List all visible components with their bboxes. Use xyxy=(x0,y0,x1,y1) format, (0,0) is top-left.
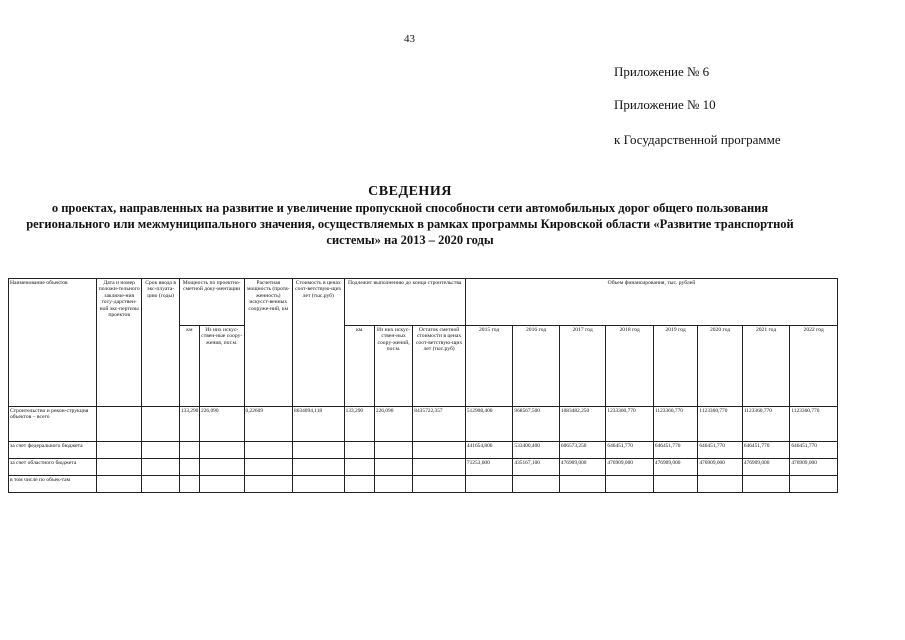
row-year-2018: 1233360,770 xyxy=(606,407,654,442)
row-rem-cost xyxy=(413,476,466,493)
row-art xyxy=(200,459,244,476)
row-year-2020: 1123360,770 xyxy=(698,407,742,442)
row-rem-km xyxy=(344,459,374,476)
document-title: СВЕДЕНИЯ xyxy=(368,184,452,199)
appendix-line-1: Приложение № 6 xyxy=(614,64,710,79)
row-cost xyxy=(293,476,345,493)
row-date xyxy=(96,459,141,476)
row-rem-cost xyxy=(413,459,466,476)
row-rem-km xyxy=(344,476,374,493)
row-year-2015: 441654,800 xyxy=(465,442,513,459)
header-year-2021: 2021 год xyxy=(742,326,790,407)
row-rem-km xyxy=(344,442,374,459)
header-term: Срок ввода в экс-плуата-цию (годы) xyxy=(142,279,179,407)
row-year-2020: 646451,770 xyxy=(698,442,742,459)
row-cost xyxy=(293,442,345,459)
row-term xyxy=(142,407,179,442)
table-row xyxy=(9,459,838,476)
header-rem-km: км xyxy=(344,326,374,407)
row-year-2018: 646451,770 xyxy=(606,442,654,459)
row-calc xyxy=(244,442,293,459)
row-date xyxy=(96,442,141,459)
row-year-2017: 1083482,250 xyxy=(559,407,606,442)
row-year-2021: 476909,000 xyxy=(742,459,790,476)
header-rem-cost: Остаток сметной стоимости в ценах соот-ветствую-щих лет (тыс.руб) xyxy=(413,326,466,407)
row-year-2015 xyxy=(465,476,513,493)
header-cost: Стоимость в ценах соот-ветствую-щих лет (тыс.руб) xyxy=(293,279,345,407)
row-year-2019: 476909,000 xyxy=(653,459,697,476)
row-year-2016: 435167,100 xyxy=(513,459,560,476)
header-year-2019: 2019 год xyxy=(653,326,697,407)
row-year-2019: 646451,770 xyxy=(653,442,697,459)
row-year-2016 xyxy=(513,476,560,493)
row-art xyxy=(200,476,244,493)
row-name: Строительство и рекон-струкция объектов – всего xyxy=(9,407,97,442)
page-number: 43 xyxy=(404,33,415,45)
row-calc: 0,22609 xyxy=(244,407,293,442)
row-rem-art: 226,090 xyxy=(374,407,412,442)
row-year-2015: 71253,600 xyxy=(465,459,513,476)
row-year-2016: 968567,500 xyxy=(513,407,560,442)
header-year-2017: 2017 год xyxy=(559,326,606,407)
header-remaining: Подлежит выполнению до конца строительства xyxy=(344,279,465,326)
row-rem-cost: 8435722,357 xyxy=(413,407,466,442)
row-cost xyxy=(293,459,345,476)
row-year-2021 xyxy=(742,476,790,493)
title-block xyxy=(10,184,810,248)
table-row xyxy=(9,407,838,442)
row-year-2021: 646451,770 xyxy=(742,442,790,459)
row-km xyxy=(179,459,199,476)
row-rem-cost xyxy=(413,442,466,459)
row-art xyxy=(200,442,244,459)
row-year-2017: 606573,250 xyxy=(559,442,606,459)
header-year-2018: 2018 год xyxy=(606,326,654,407)
header-capacity-km: км xyxy=(179,326,199,407)
row-name: в том числе по объек-там xyxy=(9,476,97,493)
row-year-2017: 476909,000 xyxy=(559,459,606,476)
row-term xyxy=(142,459,179,476)
table-row xyxy=(9,442,838,459)
row-km: 133,290 xyxy=(179,407,199,442)
row-art: 226,090 xyxy=(200,407,244,442)
row-year-2022: 1123360,770 xyxy=(790,407,838,442)
appendix-line-3: к Государственной программе xyxy=(614,132,781,147)
row-date xyxy=(96,476,141,493)
row-calc xyxy=(244,459,293,476)
row-year-2017 xyxy=(559,476,606,493)
header-name: Наименование объектов xyxy=(9,279,97,407)
row-year-2018 xyxy=(606,476,654,493)
row-year-2022: 646451,770 xyxy=(790,442,838,459)
row-name: за счет федерального бюджета xyxy=(9,442,97,459)
row-rem-art xyxy=(374,459,412,476)
row-name: за счет областного бюджета xyxy=(9,459,97,476)
header-year-2022: 2022 год xyxy=(790,326,838,407)
row-year-2021: 1123360,770 xyxy=(742,407,790,442)
row-km xyxy=(179,442,199,459)
row-term xyxy=(142,442,179,459)
row-year-2020 xyxy=(698,476,742,493)
header-calc-capacity: Расчетная мощность (протя-женность) искусст-венных сооруже-ний, км xyxy=(244,279,293,407)
header-row-1 xyxy=(9,279,838,326)
row-calc xyxy=(244,476,293,493)
row-rem-art xyxy=(374,476,412,493)
row-term xyxy=(142,476,179,493)
row-year-2018: 476909,000 xyxy=(606,459,654,476)
header-year-2020: 2020 год xyxy=(698,326,742,407)
header-year-2015: 2015 год xyxy=(465,326,513,407)
row-cost: 8634094,118 xyxy=(293,407,345,442)
row-year-2022 xyxy=(790,476,838,493)
row-rem-art xyxy=(374,442,412,459)
table-row xyxy=(9,476,838,493)
row-date xyxy=(96,407,141,442)
row-year-2016: 533400,400 xyxy=(513,442,560,459)
document-subtitle: о проектах, направленных на развитие и увеличение пропускной способности сети автомобильных дорог общего пользования регионального или межмуниципального значения, осуществляемых в рамках программы Кировской области «Развитие транспортной системы» на 2013 – 2020 годы xyxy=(26,201,794,247)
projects-table xyxy=(8,278,838,493)
row-km xyxy=(179,476,199,493)
header-financing: Объем финансирования, тыс. рублей xyxy=(465,279,837,326)
row-year-2019 xyxy=(653,476,697,493)
header-capacity: Мощность по проектно-сметной доку-ментации xyxy=(179,279,244,326)
appendix-line-2: Приложение № 10 xyxy=(614,97,716,112)
row-year-2020: 476909,000 xyxy=(698,459,742,476)
row-year-2015: 512908,400 xyxy=(465,407,513,442)
header-year-2016: 2016 год xyxy=(513,326,560,407)
row-rem-km: 133,290 xyxy=(344,407,374,442)
header-date: Дата и номер положи-тельного заключе-ния госу-дарствен-ной экс-пертизы проектов xyxy=(96,279,141,407)
header-capacity-art: Из них искус-ствен-ные соору-жения, пог.м. xyxy=(200,326,244,407)
row-year-2019: 1123360,770 xyxy=(653,407,697,442)
header-rem-art: Из них искус-ствен-ных соору-жений, пог.м. xyxy=(374,326,412,407)
row-year-2022: 476909,000 xyxy=(790,459,838,476)
